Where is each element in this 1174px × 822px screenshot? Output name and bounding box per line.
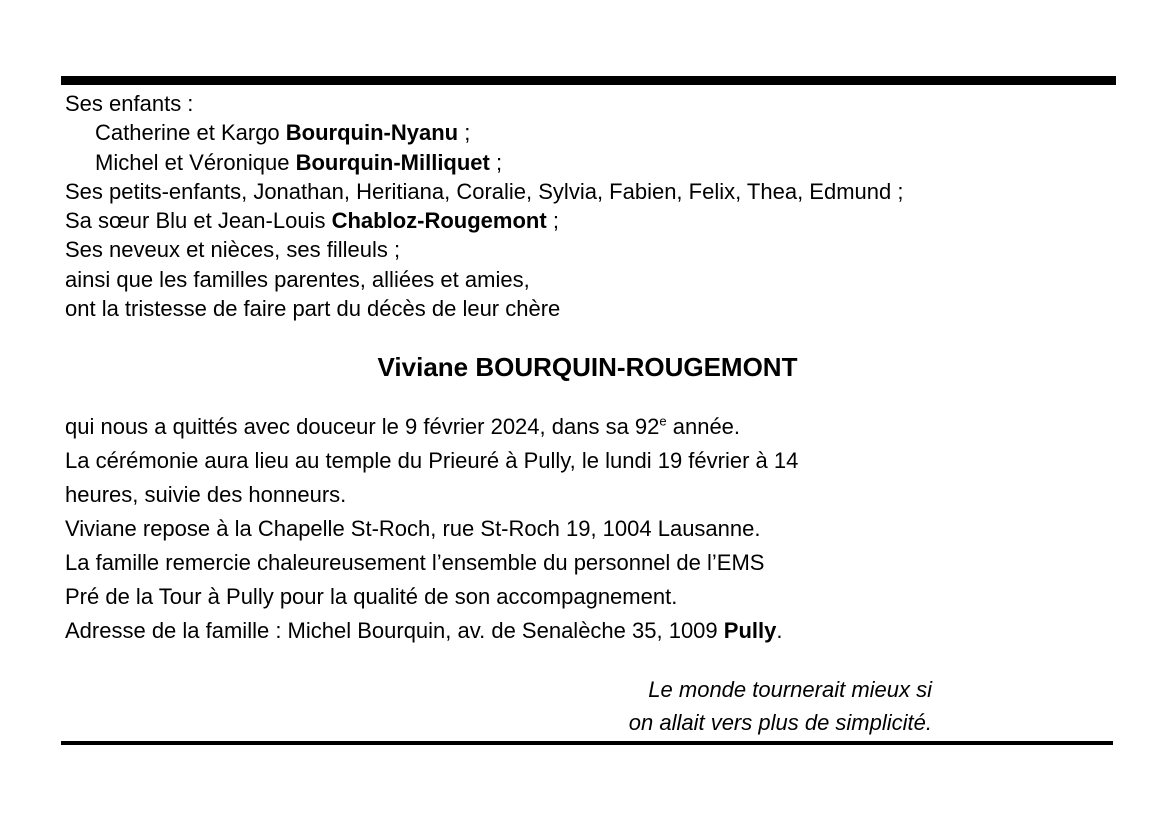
ordinal-superscript: e <box>659 413 667 429</box>
deceased-name: Viviane BOURQUIN-ROUGEMONT <box>377 352 798 382</box>
closing-quote <box>540 673 932 739</box>
child-2-end: ; <box>496 149 503 175</box>
bottom-border-rule <box>61 741 1113 745</box>
address-line <box>65 614 1105 648</box>
thanks-line-2: Pré de la Tour à Pully pour la qualité de son accompagnement. <box>65 584 678 609</box>
child-2-names: Michel et Véronique <box>95 149 290 175</box>
child-1-names: Catherine et Kargo <box>95 120 280 146</box>
top-border-rule <box>61 76 1116 85</box>
sister-end: ; <box>552 208 559 234</box>
nephews-line: Ses neveux et nièces, ses filleuls ; <box>65 237 401 263</box>
child-1-end: ; <box>464 120 471 146</box>
child-entry-1 <box>65 118 1105 147</box>
quote-line-2: on allait vers plus de simplicité. <box>628 710 932 735</box>
death-text: qui nous a quittés avec douceur le 9 février 2024, dans sa 92 <box>65 414 660 439</box>
address-end: . <box>776 618 783 643</box>
address-text: Adresse de la famille : Michel Bourquin, av. de Senalèche 35, 1009 <box>65 618 724 643</box>
rests-line: Viviane repose à la Chapelle St-Roch, rue St-Roch 19, 1004 Lausanne. <box>65 516 761 541</box>
grandchildren-line: Ses petits-enfants, Jonathan, Heritiana, Coralie, Sylvia, Fabien, Felix, Thea, Edmund ; <box>65 178 904 204</box>
death-line <box>65 410 1105 444</box>
child-entry-2 <box>65 148 1105 177</box>
death-text-end: année. <box>666 414 741 439</box>
child-2-surname: Bourquin-Milliquet <box>295 149 490 175</box>
sister-surname: Chabloz-Rougemont <box>331 208 547 234</box>
sister-names: Sa sœur Blu et Jean-Louis <box>65 208 326 234</box>
quote-line-1: Le monde tournerait mieux si <box>648 677 932 702</box>
address-city: Pully <box>723 618 777 643</box>
family-list <box>65 89 1105 323</box>
child-1-surname: Bourquin-Nyanu <box>285 120 459 146</box>
thanks-line-1: La famille remercie chaleureusement l’ensemble du personnel de l’EMS <box>65 550 765 575</box>
families-line: ainsi que les familles parentes, alliées et amies, <box>65 266 530 292</box>
announcement-line: ont la tristesse de faire part du décès de leur chère <box>65 296 561 322</box>
children-heading: Ses enfants : <box>65 91 194 116</box>
details-block <box>65 410 1105 648</box>
ceremony-line-1: La cérémonie aura lieu au temple du Prieuré à Pully, le lundi 19 février à 14 <box>65 448 799 473</box>
sister-entry <box>65 206 1105 235</box>
ceremony-line-2: heures, suivie des honneurs. <box>65 482 347 507</box>
